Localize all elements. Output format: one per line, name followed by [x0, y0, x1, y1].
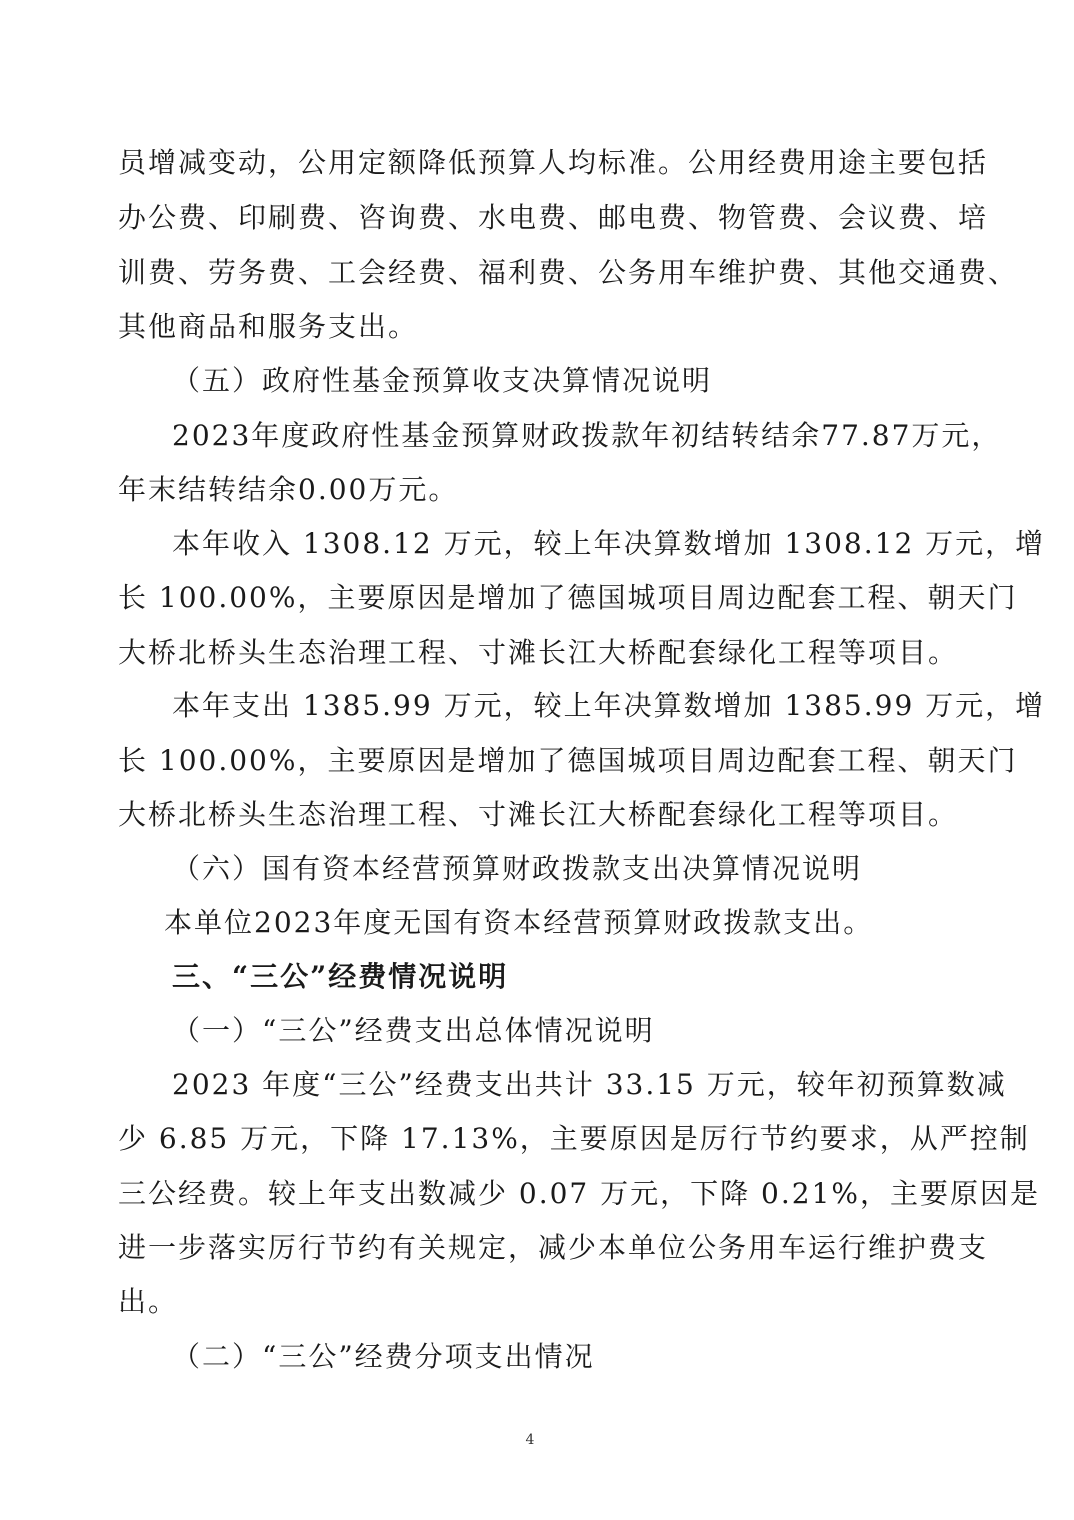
body-line: 少 6.85 万元，下降 17.13%，主要原因是厉行节约要求，从严控制	[118, 1122, 1030, 1155]
body-line: 办公费、印刷费、咨询费、水电费、邮电费、物管费、会议费、培	[118, 201, 989, 234]
body-line: 2023年度政府性基金预算财政拨款年初结转结余77.87万元，	[172, 419, 1002, 452]
body-line: 其他商品和服务支出。	[118, 310, 419, 343]
body-line: 长 100.00%，主要原因是增加了德国城项目周边配套工程、朝天门	[118, 581, 1018, 614]
chapter-heading-three: 三、“三公”经费情况说明	[172, 960, 509, 993]
body-line: 三公经费。较上年支出数减少 0.07 万元，下降 0.21%，主要原因是	[118, 1177, 1040, 1210]
body-line: 出。	[118, 1285, 179, 1318]
section-heading-six: （六）国有资本经营预算财政拨款支出决算情况说明	[172, 852, 863, 885]
section-heading-five: （五）政府性基金预算收支决算情况说明	[172, 364, 713, 397]
body-line: 大桥北桥头生态治理工程、寸滩长江大桥配套绿化工程等项目。	[118, 636, 959, 669]
body-line: 训费、劳务费、工会经费、福利费、公务用车维护费、其他交通费、	[118, 256, 1019, 289]
body-line: 员增减变动，公用定额降低预算人均标准。公用经费用途主要包括	[118, 146, 989, 179]
body-line: 长 100.00%，主要原因是增加了德国城项目周边配套工程、朝天门	[118, 744, 1018, 777]
body-line: 进一步落实厉行节约有关规定，减少本单位公务用车运行维护费支	[118, 1231, 989, 1264]
body-line: 年末结转结余0.00万元。	[118, 473, 459, 506]
body-line: 本年支出 1385.99 万元，较上年决算数增加 1385.99 万元，增	[172, 689, 1046, 722]
body-line: 大桥北桥头生态治理工程、寸滩长江大桥配套绿化工程等项目。	[118, 798, 959, 831]
body-line: 本单位2023年度无国有资本经营预算财政拨款支出。	[164, 906, 874, 939]
body-line: 2023 年度“三公”经费支出共计 33.15 万元，较年初预算数减	[172, 1068, 1007, 1101]
body-line: 本年收入 1308.12 万元，较上年决算数增加 1308.12 万元，增	[172, 527, 1046, 560]
section-heading-two: （二）“三公”经费分项支出情况	[172, 1340, 595, 1373]
page-number: 4	[525, 1432, 535, 1448]
section-heading-one: （一）“三公”经费支出总体情况说明	[172, 1014, 655, 1047]
